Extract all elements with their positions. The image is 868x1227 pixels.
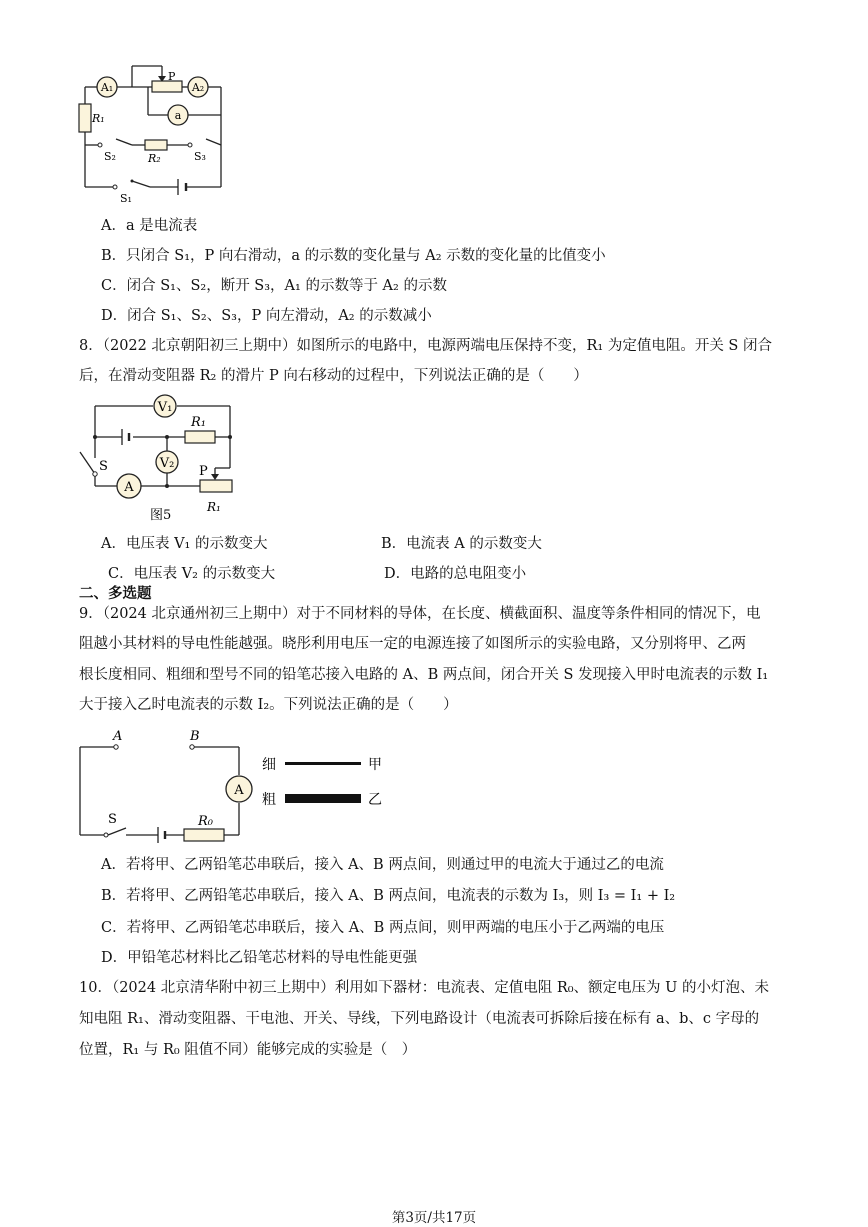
q8-r1-top-label: R₁	[191, 415, 206, 430]
q8-stem-line2: 后，在滑动变阻器 R₂ 的滑片 P 向右移动的过程中，下列说法正确的是（ ）	[79, 368, 588, 384]
q8-r1-bottom-label: R₁	[207, 500, 221, 514]
thick-lead-yi	[285, 794, 361, 803]
q9-ammeter-label: A	[234, 783, 244, 798]
q7-circuit-figure	[70, 60, 240, 205]
q8-v2-label: V₂	[159, 456, 175, 471]
q8-circuit-figure	[75, 392, 245, 527]
q7-r2-label: R₂	[148, 152, 161, 165]
q10-stem-line2: 知电阻 R₁、滑动变阻器、干电池、开关、导线，下列电路设计（电流表可拆除后接在标有 a、b、c 字母的	[79, 1011, 760, 1027]
q7-a1-label: A₁	[100, 81, 114, 94]
q8-v1-label: V₁	[157, 400, 173, 415]
q9-option-d: D．甲铅笔芯材料比乙铅笔芯材料的导电性能更强	[101, 950, 418, 966]
q8-stem-line1: 8．（2022 北京朝阳初三上期中）如图所示的电路中，电源两端电压保持不变，R₁ 为定值电阻。开关 S 闭合	[79, 338, 772, 354]
q9-thin-label: 细	[262, 757, 276, 773]
resistor-r1-icon	[79, 104, 91, 132]
q7-option-a: A．a 是电流表	[101, 218, 198, 234]
q9-option-a: A．若将甲、乙两铅笔芯串联后，接入 A、B 两点间，则通过甲的电流大于通过乙的电流	[101, 857, 664, 873]
resistor-r0-icon	[184, 829, 224, 841]
q7-option-c: C．闭合 S₁、S₂，断开 S₃，A₁ 的示数等于 A₂ 的示数	[101, 278, 447, 294]
q9-stem-line1: 9．（2024 北京通州初三上期中）对于不同材料的导体，在长度、横截面积、温度等条件相同的情况下，电	[79, 606, 761, 622]
q8-p-label: P	[199, 464, 208, 479]
q7-p-label: P	[168, 70, 176, 83]
resistor-r2-icon	[145, 140, 167, 150]
q9-s-label: S	[108, 812, 117, 827]
q7-a-label: a	[174, 109, 182, 122]
q7-a2-label: A₂	[191, 81, 205, 94]
q9-point-b-label: B	[190, 729, 200, 744]
q8-option-c: C．电压表 V₂ 的示数变大	[108, 566, 276, 582]
q9-circuit-figure	[70, 725, 400, 845]
q8-option-d: D．电路的总电阻变小	[384, 566, 527, 582]
q10-stem-line3: 位置，R₁ 与 R₀ 阻值不同）能够完成的实验是（ ）	[79, 1042, 417, 1058]
q8-a-label: A	[124, 480, 134, 495]
thin-lead-jia	[285, 762, 361, 765]
q9-stem-line3: 根长度相同、粗细和型号不同的铅笔芯接入电路的 A、B 两点间，闭合开关 S 发现接入甲时电流表的示数 I₁	[79, 667, 769, 683]
q7-s1-label: S₁	[120, 192, 132, 205]
q10-stem-line1: 10．（2024 北京清华附中初三上期中）利用如下器材：电流表、定值电阻 R₀、额定电压为 U 的小灯泡、未	[79, 980, 769, 996]
q9-point-a-label: A	[113, 729, 123, 744]
q8-option-b: B．电流表 A 的示数变大	[381, 536, 542, 552]
q7-r1-label: R₁	[92, 112, 105, 125]
q9-jia-label: 甲	[368, 757, 382, 773]
q8-option-a: A．电压表 V₁ 的示数变大	[101, 536, 268, 552]
q7-option-b: B．只闭合 S₁，P 向右滑动，a 的示数的变化量与 A₂ 示数的变化量的比值变小	[101, 248, 606, 264]
resistor-r1-icon	[185, 431, 215, 443]
q9-yi-label: 乙	[368, 792, 382, 808]
rheostat-icon	[152, 81, 182, 92]
q9-stem-line2: 阻越小其材料的导电性能越强。晓彤利用电压一定的电源连接了如图所示的实验电路，又分别将甲、乙两	[79, 636, 746, 652]
section-title-multiple-choice: 二、多选题	[79, 585, 152, 602]
q9-r0-label: R₀	[198, 814, 213, 829]
q9-thick-label: 粗	[262, 792, 276, 808]
page-number-footer: 第3页/共17页	[391, 1210, 477, 1226]
q9-stem-line4: 大于接入乙时电流表的示数 I₂。下列说法正确的是（ ）	[79, 697, 458, 713]
q7-s3-label: S₃	[194, 150, 206, 163]
q8-s-label: S	[99, 459, 108, 474]
q7-option-d: D．闭合 S₁、S₂、S₃，P 向左滑动，A₂ 的示数减小	[101, 308, 432, 324]
q7-s2-label: S₂	[104, 150, 116, 163]
rheostat-icon	[200, 480, 232, 492]
q9-option-c: C．若将甲、乙两铅笔芯串联后，接入 A、B 两点间，则甲两端的电压小于乙两端的电压	[101, 920, 665, 936]
q8-figure-caption: 图5	[150, 508, 172, 523]
q9-option-b: B．若将甲、乙两铅笔芯串联后，接入 A、B 两点间，电流表的示数为 I₃，则 I₃ = I₁ + I₂	[101, 888, 676, 904]
